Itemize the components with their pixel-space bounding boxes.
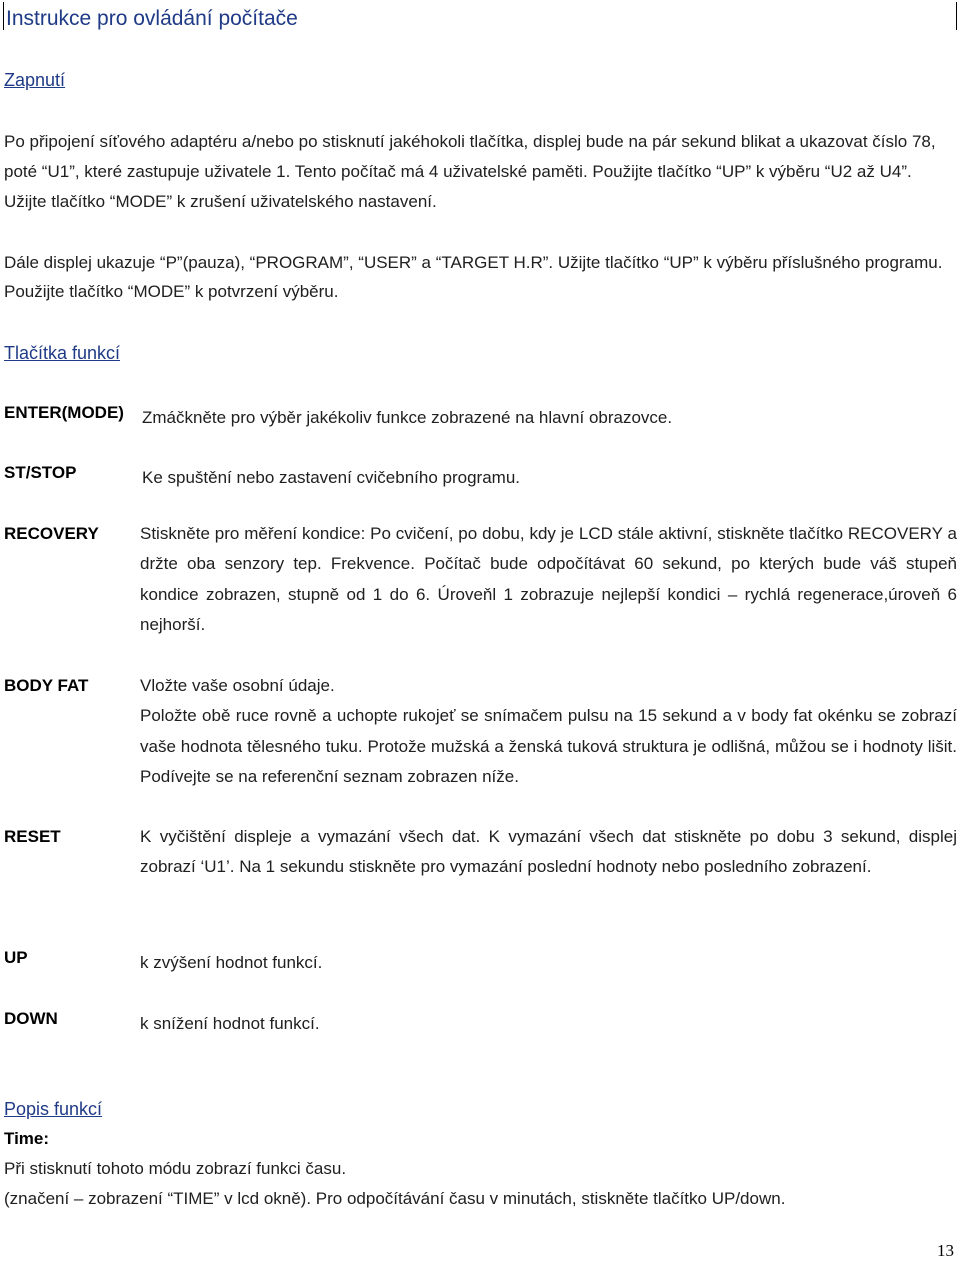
page-number: 13 [937, 1241, 954, 1260]
page-edge-line-left [3, 2, 4, 30]
page-edge-line-right [956, 2, 957, 30]
function-label-down: DOWN [4, 1009, 58, 1028]
time-description-line-2: (značení – zobrazení “TIME” v lcd okně). Pro odpočítávání času v minutách, stiskněte tlačítko UP/down. [4, 1189, 786, 1208]
power-on-paragraph-1: Po připojení síťového adaptéru a/nebo po stisknutí jakéhokoli tlačítka, displej bude na pár sekund blikat a ukazovat číslo 78, poté “U1”, které zastupuje uživatele 1. Tento počítač má 4 uživatelské paměti. Použijte tlačítko “UP” k výběru “U2 až U4”. Užijte tlačítko “MODE” k zrušení uživatelského nastavení. [4, 132, 936, 211]
function-label-up: UP [4, 948, 28, 967]
time-description-line-1: Při stisknutí tohoto módu zobrazí funkci času. [4, 1159, 347, 1178]
function-label-body-fat: BODY FAT [4, 676, 89, 695]
function-label-reset: RESET [4, 827, 61, 846]
section-heading-function-buttons: Tlačítka funkcí [4, 343, 121, 363]
body-fat-desc-line-2: Položte obě ruce rovně a uchopte rukojeť se snímačem pulsu na 15 sekund a v body fat okénku se zobrazí vaše hodnota tělesného tuku. Protože mužská a ženská tuková struktura je odlišná, můžou se i hodnoty lišit. Podívejte se na referenční seznam zobrazen níže. [140, 706, 957, 786]
function-desc-reset: K vyčištění displeje a vymazání všech dat. K vymazání všech dat stiskněte po dobu 3 sekund, displej zobrazí ‘U1’. Na 1 sekundu stiskněte pro vymazání poslední hodnoty nebo posledního zobrazení. [140, 827, 957, 877]
body-fat-desc-line-1: Vložte vaše osobní údaje. [140, 676, 335, 695]
function-desc-enter-mode: Zmáčkněte pro výběr jakékoliv funkce zobrazené na hlavní obrazovce. [142, 408, 673, 427]
function-label-recovery: RECOVERY [4, 524, 99, 543]
time-label: Time: [4, 1129, 50, 1148]
function-desc-up: k zvýšení hodnot funkcí. [140, 953, 323, 972]
function-desc-recovery: Stiskněte pro měření kondice: Po cvičení, po dobu, kdy je LCD stále aktivní, stiskněte tlačítko RECOVERY a držte oba senzory tep. Frekvence. Počítač bude odpočítávat 60 sekund, po kterých bude váš stupeň kondice zobrazen, stupně od 1 do 6. Úroveňl 1 zobrazuje nejlepší kondici – rychlá regenerace,úroveň 6 nejhorší. [140, 524, 957, 634]
section-heading-power-on: Zapnutí [4, 70, 66, 90]
function-label-st-stop: ST/STOP [4, 463, 77, 482]
function-desc-st-stop: Ke spuštění nebo zastavení cvičebního programu. [142, 468, 521, 487]
function-label-enter-mode: ENTER(MODE) [4, 403, 124, 422]
function-desc-down: k snížení hodnot funkcí. [140, 1014, 320, 1033]
function-desc-body-fat [140, 671, 957, 792]
power-on-paragraph-2: Dále displej ukazuje “P”(pauza), “PROGRAM”, “USER” a “TARGET H.R”. Užijte tlačítko “UP” k výběru příslušného programu. Použijte tlačítko “MODE” k potvrzení výběru. [4, 253, 943, 301]
section-heading-function-description: Popis funkcí [4, 1099, 103, 1119]
document-title: Instrukce pro ovládání počítače [6, 7, 298, 30]
